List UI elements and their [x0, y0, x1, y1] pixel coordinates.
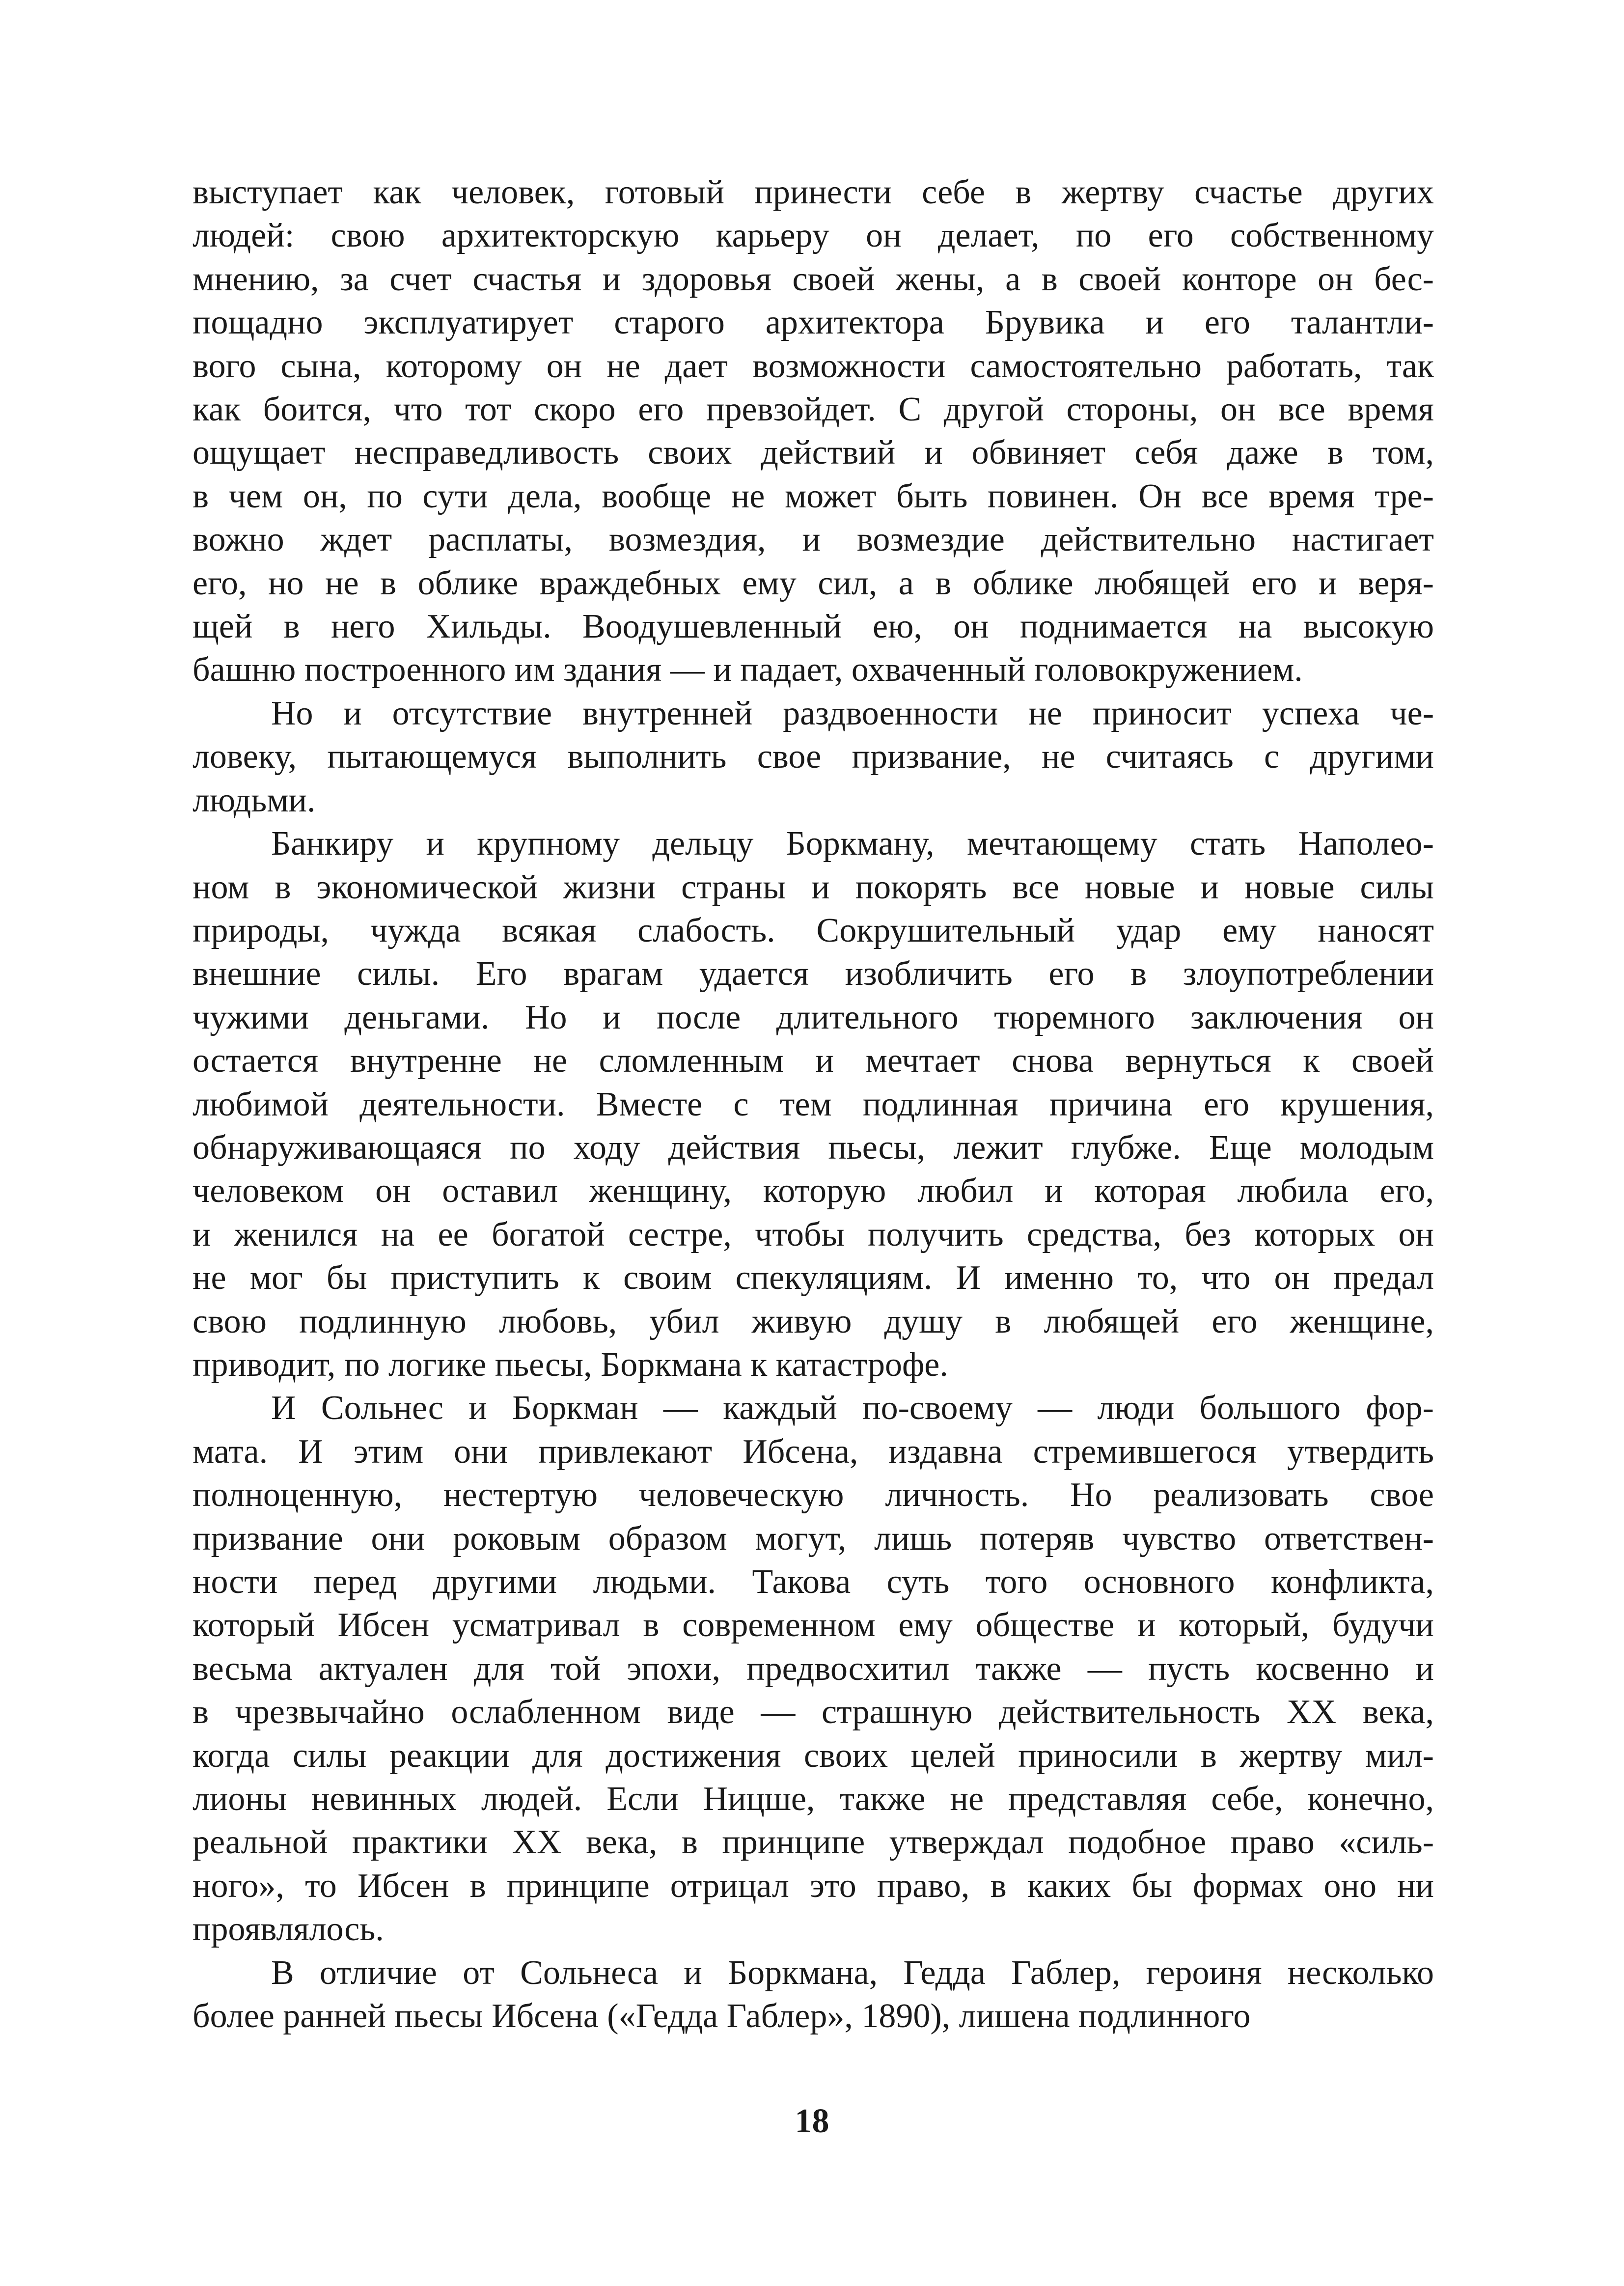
text-line: остается внутренне не сломленным и мечтает снова вернуться к своей — [193, 1042, 1434, 1080]
body-text — [193, 171, 1434, 2038]
text-line: пощадно эксплуатирует старого архитектора Брувика и его талантли- — [193, 304, 1434, 342]
text-line: его, но не в облике враждебных ему сил, а в облике любящей его и веря- — [193, 564, 1434, 602]
text-line: чужими деньгами. Но и после длительного тюремного заключения он — [193, 998, 1434, 1036]
text-line: проявлялось. — [193, 1910, 384, 1949]
text-line: и женился на ее богатой сестре, чтобы получить средства, без которых он — [193, 1215, 1434, 1254]
paragraph — [193, 171, 1434, 692]
text-line: вожно ждет расплаты, возмездия, и возмездие действительно настигает — [193, 521, 1434, 559]
paragraph — [193, 1387, 1434, 1951]
text-line: людей: свою архитекторскую карьеру он делает, по его собственному — [193, 217, 1434, 255]
text-line: полноценную, нестертую человеческую личность. Но реализовать свое — [193, 1476, 1434, 1514]
text-line: людьми. — [193, 781, 316, 819]
text-line: Но и отсутствие внутренней раздвоенности не приносит успеха че- — [271, 694, 1434, 732]
page-number: 18 — [795, 2102, 829, 2140]
text-line: в чрезвычайно ослабленном виде — страшную действительность XX века, — [193, 1693, 1434, 1731]
paragraph — [193, 692, 1434, 822]
text-line: свою подлинную любовь, убил живую душу в любящей его женщине, — [193, 1302, 1434, 1340]
text-line: обнаруживающаяся по ходу действия пьесы, лежит глубже. Еще молодым — [193, 1128, 1434, 1167]
text-line: внешние силы. Его врагам удается изобличить его в злоупотреблении — [193, 955, 1434, 993]
text-line: И Сольнес и Боркман — каждый по-своему — люди большого фор- — [271, 1389, 1434, 1427]
text-line: ного», то Ибсен в принципе отрицал это право, в каких бы формах оно ни — [193, 1867, 1434, 1905]
text-line: реальной практики XX века, в принципе утверждал подобное право «силь- — [193, 1823, 1434, 1862]
text-line: башню построенного им здания — и падает, охваченный головокружением. — [193, 651, 1303, 689]
text-line: ощущает несправедливость своих действий и обвиняет себя даже в том, — [193, 434, 1434, 472]
text-line: ности перед другими людьми. Такова суть того основного конфликта, — [193, 1563, 1434, 1601]
text-line: приводит, по логике пьесы, Боркмана к катастрофе. — [193, 1345, 948, 1384]
text-line: который Ибсен усматривал в современном ему обществе и который, будучи — [193, 1606, 1434, 1645]
text-line: вого сына, которому он не дает возможности самостоятельно работать, так — [193, 347, 1434, 385]
paragraph — [193, 1951, 1434, 2038]
text-line: любимой деятельности. Вместе с тем подлинная причина его крушения, — [193, 1085, 1434, 1123]
text-line: В отличие от Сольнеса и Боркмана, Гедда Габлер, героиня несколько — [271, 1953, 1434, 1992]
text-line: мнению, за счет счастья и здоровья своей жены, а в своей конторе он бес- — [193, 260, 1434, 298]
text-line: весьма актуален для той эпохи, предвосхитил также — пусть косвенно и — [193, 1649, 1434, 1688]
text-line: не мог бы приступить к своим спекуляциям. И именно то, что он предал — [193, 1259, 1434, 1297]
text-line: человеком он оставил женщину, которую любил и которая любила его, — [193, 1172, 1434, 1210]
text-line: когда силы реакции для достижения своих целей приносили в жертву мил- — [193, 1736, 1434, 1775]
text-line: выступает как человек, готовый принести себе в жертву счастье других — [193, 173, 1434, 211]
text-line: ловеку, пытающемуся выполнить свое призвание, не считаясь с другими — [193, 738, 1434, 776]
text-line: как боится, что тот скоро его превзойдет. С другой стороны, он все время — [193, 390, 1434, 429]
paragraph — [193, 822, 1434, 1387]
text-line: щей в него Хильды. Воодушевленный ею, он поднимается на высокую — [193, 608, 1434, 646]
text-line: более ранней пьесы Ибсена («Гедда Габлер», 1890), лишена подлинного — [193, 1997, 1251, 2035]
text-line: мата. И этим они привлекают Ибсена, издавна стремившегося утвердить — [193, 1432, 1434, 1471]
text-line: природы, чужда всякая слабость. Сокрушительный удар ему наносят — [193, 911, 1434, 949]
text-line: ном в экономической жизни страны и покорять все новые и новые силы — [193, 868, 1434, 906]
text-line: Банкиру и крупному дельцу Боркману, мечтающему стать Наполео- — [271, 825, 1434, 863]
text-line: лионы невинных людей. Если Ницше, также не представляя себе, конечно, — [193, 1780, 1434, 1818]
text-line: в чем он, по сути дела, вообще не может быть повинен. Он все время тре- — [193, 477, 1434, 515]
text-line: призвание они роковым образом могут, лишь потеряв чувство ответствен- — [193, 1519, 1434, 1558]
